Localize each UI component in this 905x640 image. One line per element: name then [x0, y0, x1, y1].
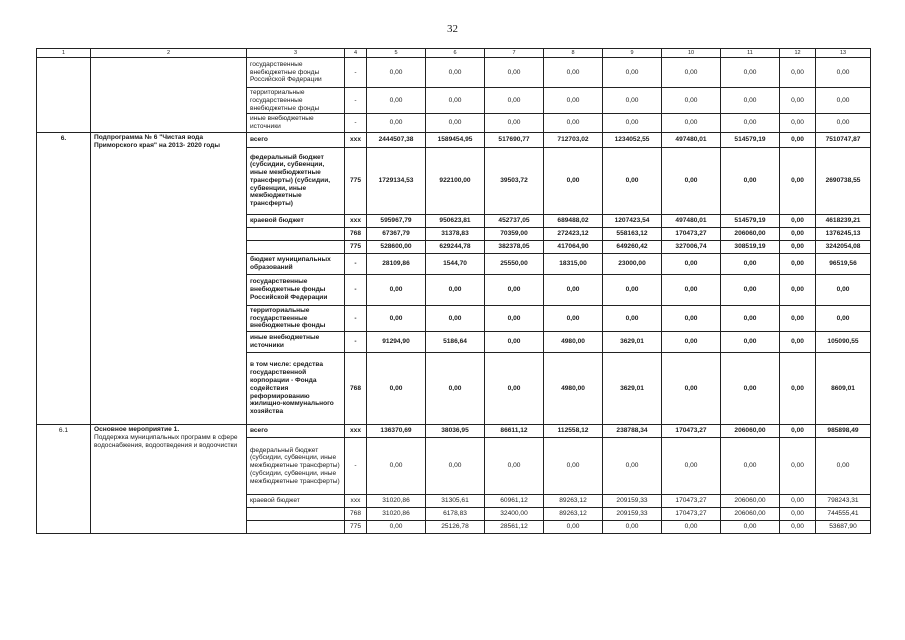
value-cell: 3242054,08 [816, 240, 871, 253]
value-cell: 0,00 [721, 332, 780, 353]
value-cell: 0,00 [603, 58, 662, 88]
column-number-13: 13 [816, 49, 871, 58]
column-number-8: 8 [544, 49, 603, 58]
value-cell: 0,00 [780, 438, 816, 495]
value-cell: 209159,33 [603, 508, 662, 521]
value-cell: 0,00 [367, 438, 426, 495]
value-cell: 417064,90 [544, 240, 603, 253]
value-cell: 0,00 [662, 305, 721, 331]
value-cell: 3629,01 [603, 332, 662, 353]
value-cell: 0,00 [780, 58, 816, 88]
value-cell: 452737,05 [485, 214, 544, 227]
value-cell: 5186,64 [426, 332, 485, 353]
value-cell: 0,00 [816, 114, 871, 133]
column-number-row [37, 49, 871, 58]
value-cell: 0,00 [426, 58, 485, 88]
value-cell: 0,00 [780, 147, 816, 214]
value-cell: 170473,27 [662, 227, 721, 240]
value-cell: 985898,49 [816, 425, 871, 438]
value-cell: 25126,78 [426, 521, 485, 534]
subprogram-title: Подпрограмма № 6 "Чистая вода Приморского края" на 2013- 2020 годы [91, 132, 247, 424]
source-cell [247, 508, 345, 521]
column-number-3: 3 [247, 49, 345, 58]
code-cell: 775 [345, 147, 367, 214]
value-cell: 38036,95 [426, 425, 485, 438]
value-cell: 0,00 [780, 214, 816, 227]
source-cell [247, 240, 345, 253]
value-cell: 0,00 [367, 353, 426, 425]
value-cell: 0,00 [662, 353, 721, 425]
value-cell: 0,00 [426, 438, 485, 495]
source-cell: краевой бюджет [247, 214, 345, 227]
budget-table [36, 48, 871, 534]
column-number-11: 11 [721, 49, 780, 58]
code-cell: - [345, 274, 367, 305]
value-cell: 28109,86 [367, 253, 426, 274]
value-cell: 32400,00 [485, 508, 544, 521]
value-cell: 0,00 [544, 305, 603, 331]
value-cell: 0,00 [603, 521, 662, 534]
value-cell: 91294,90 [367, 332, 426, 353]
value-cell: 0,00 [721, 438, 780, 495]
value-cell: 0,00 [721, 147, 780, 214]
code-cell: - [345, 88, 367, 114]
column-number-1: 1 [37, 49, 91, 58]
value-cell: 67367,79 [367, 227, 426, 240]
value-cell: 0,00 [367, 274, 426, 305]
value-cell: 0,00 [485, 58, 544, 88]
value-cell: 1544,70 [426, 253, 485, 274]
value-cell: 922100,00 [426, 147, 485, 214]
value-cell: 0,00 [662, 253, 721, 274]
column-number-6: 6 [426, 49, 485, 58]
value-cell: 0,00 [721, 305, 780, 331]
value-cell: 0,00 [721, 114, 780, 133]
value-cell: 0,00 [662, 438, 721, 495]
value-cell: 2444507,38 [367, 132, 426, 147]
value-cell: 558163,12 [603, 227, 662, 240]
value-cell: 2690738,55 [816, 147, 871, 214]
code-cell: 775 [345, 521, 367, 534]
value-cell: 0,00 [721, 353, 780, 425]
value-cell: 0,00 [603, 438, 662, 495]
column-number-10: 10 [662, 49, 721, 58]
value-cell: 8609,01 [816, 353, 871, 425]
value-cell: 629244,78 [426, 240, 485, 253]
source-cell: всего [247, 132, 345, 147]
value-cell: 89263,12 [544, 495, 603, 508]
source-cell: территориальные государственные внебюджетные фонды [247, 88, 345, 114]
value-cell: 0,00 [780, 132, 816, 147]
table-body [37, 49, 871, 534]
index-cell [37, 58, 91, 133]
value-cell: 60961,12 [485, 495, 544, 508]
source-cell [247, 227, 345, 240]
value-cell: 517690,77 [485, 132, 544, 147]
value-cell: 0,00 [603, 88, 662, 114]
value-cell: 0,00 [603, 147, 662, 214]
value-cell: 238788,34 [603, 425, 662, 438]
value-cell: 6178,83 [426, 508, 485, 521]
value-cell: 1376245,13 [816, 227, 871, 240]
value-cell: 0,00 [780, 521, 816, 534]
value-cell: 1234052,55 [603, 132, 662, 147]
value-cell: 170473,27 [662, 508, 721, 521]
source-cell: федеральный бюджет (субсидии, субвенции, иные межбюджетные трансферты) (субсидии, субвенции, иные межбюджетные трансферты) [247, 438, 345, 495]
value-cell: 595967,79 [367, 214, 426, 227]
value-cell: 170473,27 [662, 425, 721, 438]
code-cell: - [345, 253, 367, 274]
column-number-7: 7 [485, 49, 544, 58]
value-cell: 31020,86 [367, 495, 426, 508]
source-cell: территориальные государственные внебюджетные фонды [247, 305, 345, 331]
code-cell: - [345, 58, 367, 88]
value-cell: 0,00 [485, 353, 544, 425]
value-cell: 96519,56 [816, 253, 871, 274]
value-cell: 0,00 [662, 332, 721, 353]
value-cell: 206060,00 [721, 227, 780, 240]
description-cell [91, 58, 247, 133]
value-cell: 798243,31 [816, 495, 871, 508]
value-cell: 3629,01 [603, 353, 662, 425]
value-cell: 0,00 [721, 58, 780, 88]
value-cell: 0,00 [485, 438, 544, 495]
value-cell: 0,00 [544, 88, 603, 114]
value-cell: 0,00 [544, 147, 603, 214]
value-cell: 206060,00 [721, 508, 780, 521]
value-cell: 0,00 [485, 274, 544, 305]
value-cell: 53687,90 [816, 521, 871, 534]
source-cell: бюджет муниципальных образований [247, 253, 345, 274]
value-cell: 308519,19 [721, 240, 780, 253]
code-cell: 775 [345, 240, 367, 253]
value-cell: 514579,19 [721, 132, 780, 147]
value-cell: 25550,00 [485, 253, 544, 274]
value-cell: 39503,72 [485, 147, 544, 214]
value-cell: 0,00 [780, 240, 816, 253]
value-cell: 0,00 [662, 88, 721, 114]
value-cell: 4980,00 [544, 332, 603, 353]
column-number-12: 12 [780, 49, 816, 58]
value-cell: 0,00 [780, 274, 816, 305]
code-cell: ххх [345, 425, 367, 438]
value-cell: 209159,33 [603, 495, 662, 508]
value-cell: 0,00 [544, 114, 603, 133]
value-cell: 86611,12 [485, 425, 544, 438]
measure-index: 6.1 [37, 425, 91, 534]
column-number-9: 9 [603, 49, 662, 58]
value-cell: 950623,81 [426, 214, 485, 227]
value-cell: 206060,00 [721, 495, 780, 508]
value-cell: 0,00 [485, 88, 544, 114]
value-cell: 1589454,95 [426, 132, 485, 147]
source-cell: всего [247, 425, 345, 438]
value-cell: 0,00 [816, 88, 871, 114]
code-cell: - [345, 332, 367, 353]
value-cell: 689488,02 [544, 214, 603, 227]
value-cell: 272423,12 [544, 227, 603, 240]
value-cell: 4618239,21 [816, 214, 871, 227]
value-cell: 744555,41 [816, 508, 871, 521]
value-cell: 0,00 [816, 58, 871, 88]
value-cell: 0,00 [662, 521, 721, 534]
column-number-4: 4 [345, 49, 367, 58]
value-cell: 0,00 [426, 88, 485, 114]
code-cell: 768 [345, 508, 367, 521]
value-cell: 105090,55 [816, 332, 871, 353]
value-cell: 0,00 [426, 305, 485, 331]
value-cell: 1207423,54 [603, 214, 662, 227]
value-cell: 170473,27 [662, 495, 721, 508]
source-cell: иные внебюджетные источники [247, 332, 345, 353]
code-cell: - [345, 438, 367, 495]
value-cell: 0,00 [662, 147, 721, 214]
value-cell: 528600,00 [367, 240, 426, 253]
value-cell: 0,00 [721, 274, 780, 305]
value-cell: 0,00 [367, 114, 426, 133]
value-cell: 31305,61 [426, 495, 485, 508]
measure-description [91, 425, 247, 534]
value-cell: 0,00 [485, 332, 544, 353]
value-cell: 497480,01 [662, 132, 721, 147]
value-cell: 0,00 [816, 305, 871, 331]
code-cell: - [345, 114, 367, 133]
value-cell: 31020,86 [367, 508, 426, 521]
value-cell: 89263,12 [544, 508, 603, 521]
value-cell: 0,00 [780, 495, 816, 508]
value-cell: 0,00 [544, 438, 603, 495]
value-cell: 0,00 [721, 253, 780, 274]
value-cell: 0,00 [721, 521, 780, 534]
value-cell: 0,00 [780, 305, 816, 331]
measure-subtitle: Поддержка муниципальных программ в сфере водоснабжения, водоотведения и водоочистки [94, 433, 238, 449]
value-cell: 112558,12 [544, 425, 603, 438]
value-cell: 0,00 [780, 425, 816, 438]
column-number-5: 5 [367, 49, 426, 58]
value-cell: 0,00 [662, 58, 721, 88]
subprogram-index: 6. [37, 132, 91, 424]
column-number-2: 2 [91, 49, 247, 58]
value-cell: 0,00 [485, 305, 544, 331]
value-cell: 0,00 [544, 58, 603, 88]
value-cell: 4980,00 [544, 353, 603, 425]
value-cell: 0,00 [426, 274, 485, 305]
value-cell: 1729134,53 [367, 147, 426, 214]
value-cell: 0,00 [367, 305, 426, 331]
value-cell: 0,00 [780, 332, 816, 353]
table-row [37, 58, 871, 88]
value-cell: 206060,00 [721, 425, 780, 438]
code-cell: ххх [345, 495, 367, 508]
value-cell: 0,00 [780, 508, 816, 521]
value-cell: 18315,00 [544, 253, 603, 274]
value-cell: 0,00 [780, 88, 816, 114]
value-cell: 327006,74 [662, 240, 721, 253]
value-cell: 31378,83 [426, 227, 485, 240]
value-cell: 0,00 [485, 114, 544, 133]
value-cell: 0,00 [780, 353, 816, 425]
value-cell: 136370,69 [367, 425, 426, 438]
code-cell: 768 [345, 353, 367, 425]
value-cell: 514579,19 [721, 214, 780, 227]
value-cell: 649260,42 [603, 240, 662, 253]
value-cell: 0,00 [544, 521, 603, 534]
source-cell: государственные внебюджетные фонды Российской Федерации [247, 58, 345, 88]
value-cell: 0,00 [426, 353, 485, 425]
source-cell: иные внебюджетные источники [247, 114, 345, 133]
code-cell: ххх [345, 132, 367, 147]
code-cell: 768 [345, 227, 367, 240]
table-row [37, 425, 871, 438]
value-cell: 70359,00 [485, 227, 544, 240]
source-cell [247, 521, 345, 534]
source-cell: в том числе: средства государственной корпорации - Фонда содействия реформированию жилищно-коммунального хозяйства [247, 353, 345, 425]
value-cell: 712703,02 [544, 132, 603, 147]
value-cell: 0,00 [367, 88, 426, 114]
value-cell: 7510747,87 [816, 132, 871, 147]
value-cell: 0,00 [367, 521, 426, 534]
code-cell: - [345, 305, 367, 331]
source-cell: краевой бюджет [247, 495, 345, 508]
value-cell: 0,00 [662, 114, 721, 133]
source-cell: государственные внебюджетные фонды Российской Федерации [247, 274, 345, 305]
page-number: 32 [447, 23, 458, 35]
value-cell: 0,00 [780, 114, 816, 133]
code-cell: ххх [345, 214, 367, 227]
value-cell: 0,00 [816, 438, 871, 495]
value-cell: 23000,00 [603, 253, 662, 274]
value-cell: 0,00 [367, 58, 426, 88]
value-cell: 0,00 [662, 274, 721, 305]
value-cell: 0,00 [721, 88, 780, 114]
value-cell: 0,00 [544, 274, 603, 305]
value-cell: 28561,12 [485, 521, 544, 534]
value-cell: 497480,01 [662, 214, 721, 227]
source-cell: федеральный бюджет (субсидии, субвенции, иные межбюджетные трансферты) (субсидии, субвенции, иные межбюджетные трансферты) [247, 147, 345, 214]
value-cell: 0,00 [780, 227, 816, 240]
value-cell: 0,00 [780, 253, 816, 274]
value-cell: 0,00 [603, 274, 662, 305]
measure-title: Основное мероприятие 1. [94, 426, 180, 434]
value-cell: 0,00 [816, 274, 871, 305]
value-cell: 0,00 [426, 114, 485, 133]
value-cell: 0,00 [603, 305, 662, 331]
value-cell: 382378,05 [485, 240, 544, 253]
value-cell: 0,00 [603, 114, 662, 133]
table-row [37, 132, 871, 147]
